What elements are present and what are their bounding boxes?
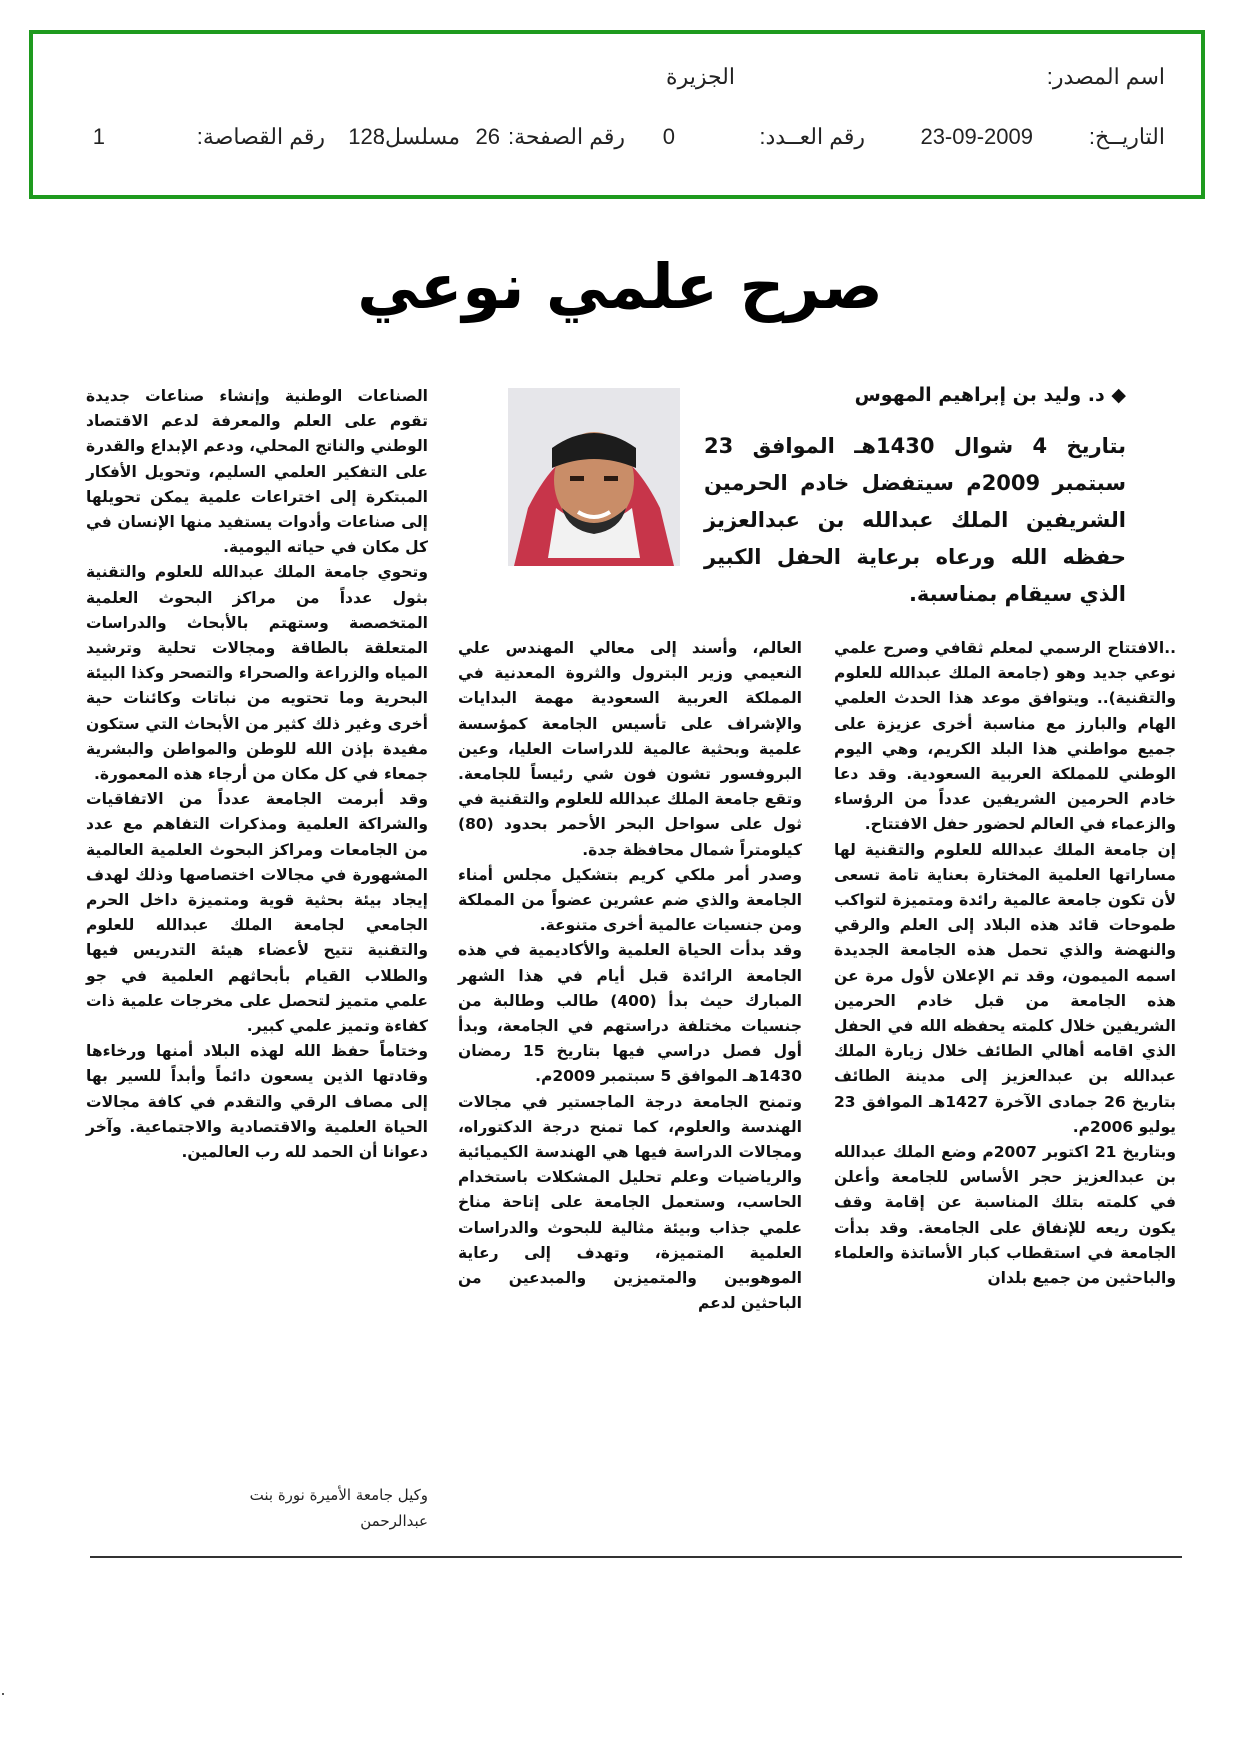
paragraph: وختاماً حفظ الله لهذه البلاد أمنها ورخاءها وقادتها الذين يسعون دائماً وأبداً للسير بها إلى مصاف الرقي والتقدم في كافة مجالات الحياة العلمية والاقتصادية والاجتماعية. وآخر دعوانا أن الحمد لله رب العالمين.	[86, 1042, 428, 1162]
issue-label: رقم العــدد:	[759, 124, 865, 149]
serial-value: 128	[348, 124, 385, 149]
paragraph: الصناعات الوطنية وإنشاء صناعات جديدة تقوم على العلم والمعرفة لدعم الاقتصاد الوطني والناتج المحلي، ودعم الإبداع والقدرة على التفكير العلمي السليم، وتحويل الأفكار المبتكرة إلى اختراعات علمية يمكن تحويلها إلى صناعات وأدوات يستفيد منها الإنسان في كل مكان في حياته اليومية.	[86, 387, 428, 557]
clipping-value: 1	[92, 124, 105, 149]
article-column-right	[834, 636, 1176, 1291]
header-row-details	[69, 124, 1165, 154]
paragraph: ..الافتتاح الرسمي لمعلم ثقافي وصرح علمي نوعي جديد وهو (جامعة الملك عبدالله للعلوم والتقنية).. ويتوافق موعد هذا الحدث العلمي الهام والبارز مع مناسبة أخرى عزيزة على جميع مواطني هذا البلد الكريم، وهي اليوم الوطني للمملكة العربية السعودية. وقد دعا خادم الحرمين الشريفين عدداً من الرؤساء والزعماء في العالم لحضور حفل الافتتاح.	[834, 639, 1176, 834]
paragraph: وتمنح الجامعة درجة الماجستير في مجالات الهندسة والعلوم، كما تمنح درجة الدكتوراه، ومجالات الدراسة فيها هي الهندسة الكيميائية والرياضيات وعلم تحليل المشكلات باستخدام الحاسب، وستعمل الجامعة على إتاحة مناخ علمي جذاب وبيئة مثالية للبحوث والدراسات العلمية المتميزة، وتهدف إلى رعاية الموهوبين والمتميزين والمبدعين من الباحثين لدعم	[458, 1092, 802, 1313]
date-label: التاريــخ:	[1088, 124, 1165, 149]
paragraph: وقد أبرمت الجامعة عدداً من الاتفاقيات والشراكة العلمية ومذكرات التفاهم مع عدد من الجامعات ومراكز البحوث العلمية العالمية المشهورة في مجالات اختصاصها وذلك لهدف إيجاد بيئة بحثية قوية ومتميزة داخل الحرم الجامعي لجامعة الملك عبدالله للعلوم والتقنية تتيح لأعضاء هيئة التدريس فيها والطلاب القيام بأبحاثهم العلمية في جو علمي متميز لتحصل على مخرجات علمية ذات كفاءة وتميز علمي كبير.	[86, 790, 428, 1036]
date-value: 23-09-2009	[920, 124, 1033, 149]
header-row-source	[69, 64, 1165, 94]
source-label: اسم المصدر:	[1046, 64, 1165, 89]
signature-line: عبدالرحمن	[360, 1512, 428, 1530]
signature-line: وكيل جامعة الأميرة نورة بنت	[249, 1486, 428, 1504]
source-info-box	[29, 30, 1205, 199]
paragraph: وتحوي جامعة الملك عبدالله للعلوم والتقنية بثول عدداً من مراكز البحوث العلمية المتخصصة وستهتم بالأبحاث والدراسات المتعلقة بالطاقة ومجالات تحلية وترشيد المياه والزراعة والصحراء والتصحر وكذا البيئة البحرية وما تحتويه من نباتات وكائنات حية أخرى وغير ذلك كثير من الأبحاث التي ستكون مفيدة بإذن الله للوطن والمواطن والبشرية جمعاء في كل مكان من أرجاء هذه المعمورة.	[86, 563, 428, 784]
scan-dot	[2, 1693, 4, 1695]
paragraph: العالم، وأسند إلى معالي المهندس علي النعيمي وزير البترول والثروة المعدنية في المملكة العربية السعودية مهمة البدايات والإشراف على تأسيس الجامعة كمؤسسة علمية وبحثية عالمية للدراسات العليا، وعين البروفسور تشون فون شي رئيساً للجامعة. وتقع جامعة الملك عبدالله للعلوم والتقنية في ثول على سواحل البحر الأحمر بحدود (80) كيلومتراً شمال محافظة جدة.	[458, 639, 802, 859]
author-portrait-icon	[508, 388, 680, 566]
issue-value: 0	[662, 124, 675, 149]
author-signature	[86, 1482, 428, 1534]
source-value: الجزيرة	[666, 64, 735, 89]
page-label: رقم الصفحة:	[507, 124, 625, 149]
bottom-divider	[90, 1556, 1182, 1558]
serial-label: مسلسل:	[378, 124, 460, 149]
article-headline: صرح علمي نوعي	[357, 250, 883, 323]
article-column-left	[86, 384, 428, 1165]
paragraph: وبتاريخ 21 اكتوبر 2007م وضع الملك عبدالله بن عبدالعزيز حجر الأساس للجامعة وأعلن في كلمته بتلك المناسبة عن إقامة وقف يكون ريعه للإنفاق على الجامعة. وقد بدأت الجامعة في استقطاب كبار الأساتذة والعلماء والباحثين من جميع بلدان	[834, 1143, 1176, 1288]
clipping-label: رقم القصاصة:	[196, 124, 325, 149]
paragraph: وصدر أمر ملكي كريم بتشكيل مجلس أمناء الجامعة والذي ضم عشرين عضواً من المملكة ومن جنسيات عالمية أخرى متنوعة.	[458, 865, 802, 935]
article-byline: ◆ د. وليد بن إبراهيم المهوس	[854, 384, 1126, 406]
paragraph: وقد بدأت الحياة العلمية والأكاديمية في هذه الجامعة الرائدة قبل أيام في هذا الشهر المبارك حيث بدأ (400) طالب وطالبة من جنسيات مختلفة دراستهم في الجامعة، وبدأ أول فصل دراسي فيها بتاريخ 15 رمضان 1430هـ الموافق 5 سبتمبر 2009م.	[458, 941, 802, 1086]
page-value: 26	[475, 124, 500, 149]
article-column-middle	[458, 636, 802, 1316]
article-lead-paragraph: بتاريخ 4 شوال 1430هـ الموافق 23 سبتمبر 2009م سيتفضل خادم الحرمين الشريفين الملك عبدالله بن عبدالعزيز حفظه الله ورعاه برعاية الحفل الكبير الذي سيقام بمناسبة.	[704, 434, 1127, 606]
paragraph: إن جامعة الملك عبدالله للعلوم والتقنية لها مساراتها العلمية المختارة بعناية تامة تسعى لأن تكون جامعة عالمية رائدة ومتميزة لتواكب طموحات قائد هذه البلاد إلى العلم والرقي والنهضة والذي تحمل هذه الجامعة الجديدة اسمه الميمون، وقد تم الإعلان لأول مرة عن هذه الجامعة من قبل خادم الحرمين الشريفين خلال كلمته يحفظه الله في الحفل الذي اقامه أهالي الطائف خلال زيارة الملك عبدالله بن عبدالعزيز إلى مدينة الطائف بتاريخ 26 جمادى الآخرة 1427هـ الموافق 23 يوليو 2006م.	[834, 840, 1177, 1136]
